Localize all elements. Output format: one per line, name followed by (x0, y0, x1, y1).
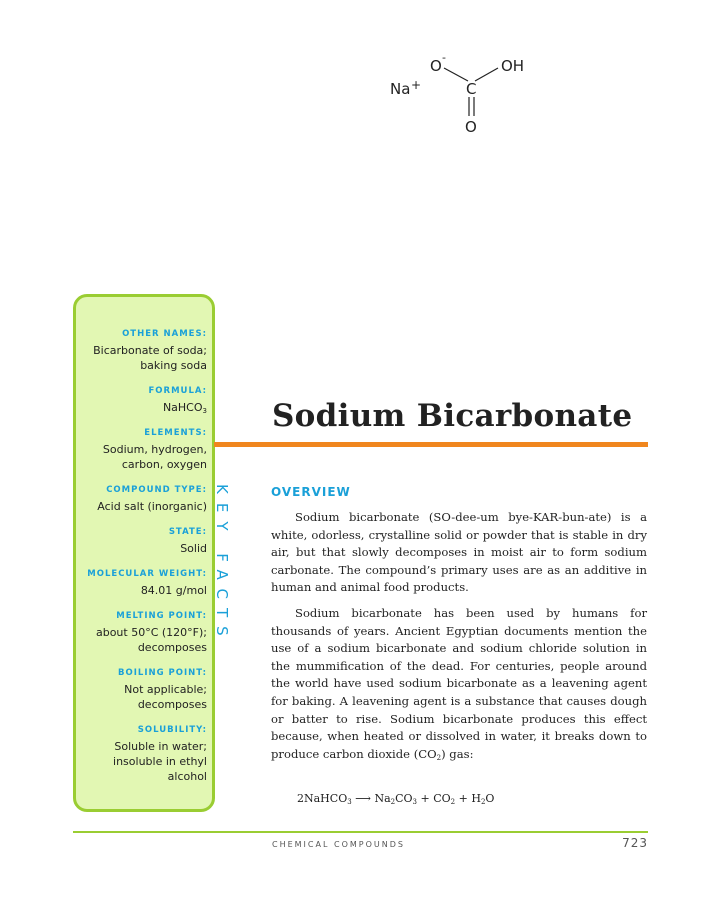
atom-carbon: C (466, 80, 477, 98)
page-title: Sodium Bicarbonate (272, 398, 633, 434)
eq-plus: + (417, 792, 434, 805)
eq-sub: 2 (450, 798, 456, 806)
eq-plus: + (455, 792, 472, 805)
fact-label: FORMULA: (148, 386, 207, 396)
fact-value: 84.01 g/mol (140, 584, 207, 597)
fact-label: MELTING POINT: (116, 611, 207, 621)
atom-sodium: Na (390, 80, 411, 98)
page-number: 723 (622, 836, 648, 850)
fact-label: BOILING POINT: (118, 668, 207, 678)
fact-value: Soluble in water; (114, 740, 207, 753)
fact-formula (79, 385, 207, 415)
fact-value: Solid (180, 542, 207, 555)
charge-minus: - (442, 51, 446, 64)
atom-hydroxyl: OH (501, 57, 525, 75)
atom-oxygen-anion: O (430, 57, 442, 75)
eq-sub: 2 (480, 798, 486, 806)
fact-value: Sodium, hydrogen, (102, 443, 207, 456)
bond-o-c (444, 68, 468, 81)
chemical-equation (297, 792, 494, 805)
key-facts-list (79, 328, 207, 796)
eq-term: CO (433, 792, 451, 805)
formula-main: NaHCO (162, 401, 203, 414)
fact-value: carbon, oxygen (121, 458, 207, 471)
fact-value: Acid salt (inorganic) (97, 500, 207, 513)
fact-compound-type (79, 484, 207, 514)
fact-value: decomposes (137, 641, 207, 654)
bond-c-oh (475, 68, 498, 81)
title-divider (214, 442, 648, 447)
fact-other-names (79, 328, 207, 373)
eq-sub: 3 (347, 798, 352, 806)
fact-label: SOLUBILITY: (137, 725, 207, 735)
fact-melting-point (79, 610, 207, 655)
footer-divider (73, 831, 648, 833)
arrow-icon: ⟶ (351, 792, 375, 805)
overview-heading: OVERVIEW (271, 485, 351, 499)
key-facts-vertical-title: KEY FACTS (213, 484, 231, 645)
structure-diagram (380, 50, 540, 140)
fact-molecular-weight (79, 568, 207, 598)
formula-subscript: 3 (202, 407, 207, 415)
fact-label: MOLECULAR WEIGHT: (87, 569, 207, 579)
charge-plus: + (411, 78, 422, 92)
paragraph-2-end: ) gas: (441, 746, 474, 761)
fact-boiling-point (79, 667, 207, 712)
paragraph-2 (271, 605, 647, 763)
fact-value: decomposes (137, 698, 207, 711)
fact-value: Bicarbonate of soda; (93, 344, 207, 357)
paragraph-2-subscript: 2 (436, 753, 442, 762)
fact-solubility (79, 724, 207, 784)
key-facts-box (73, 294, 215, 812)
paragraph-1: Sodium bicarbonate (SO-dee-um bye-KAR-bun-ate) is a white, odorless, crystalline solid or powder that is stable in dry air, but that slowly decomposes in moist air to form sodium carbonate. The compound’s primary uses are as an additive in human and animal food products. (271, 510, 647, 595)
fact-value (79, 400, 207, 415)
fact-value: insoluble in ethyl (113, 755, 207, 768)
fact-label: OTHER NAMES: (122, 329, 207, 339)
eq-term: 2NaHCO (297, 792, 348, 805)
fact-value: alcohol (167, 770, 207, 783)
eq-term: CO (395, 792, 413, 805)
fact-value: Not applicable; (124, 683, 207, 696)
eq-term: H (471, 792, 481, 805)
eq-term: Na (374, 792, 391, 805)
fact-label: ELEMENTS: (144, 428, 207, 438)
fact-label: COMPOUND TYPE: (106, 485, 207, 495)
fact-value: baking soda (140, 359, 207, 372)
eq-term: O (485, 792, 495, 805)
structural-formula (380, 50, 540, 140)
eq-sub: 3 (412, 798, 418, 806)
paragraph-2-main: Sodium bicarbonate has been used by humans for thousands of years. Ancient Egyptian documents mention the use of a sodium bicarbonate and sodium chloride solution in the mummification of the dead. For centuries, people around the world have used sodium bicarbonate as a leavening agent for baking. A leavening agent is a substance that causes dough or batter to rise. Sodium bicarbonate produces this effect because, when heated or dissolved in water, it breaks down to produce carbon dioxide (CO (271, 605, 647, 761)
footer-section-title: CHEMICAL COMPOUNDS (272, 840, 405, 849)
eq-sub: 2 (390, 798, 396, 806)
fact-value: about 50°C (120°F); (95, 626, 207, 639)
atom-oxygen-double: O (465, 118, 477, 136)
article-body (271, 509, 647, 771)
fact-elements (79, 427, 207, 472)
fact-state (79, 526, 207, 556)
fact-label: STATE: (168, 527, 207, 537)
